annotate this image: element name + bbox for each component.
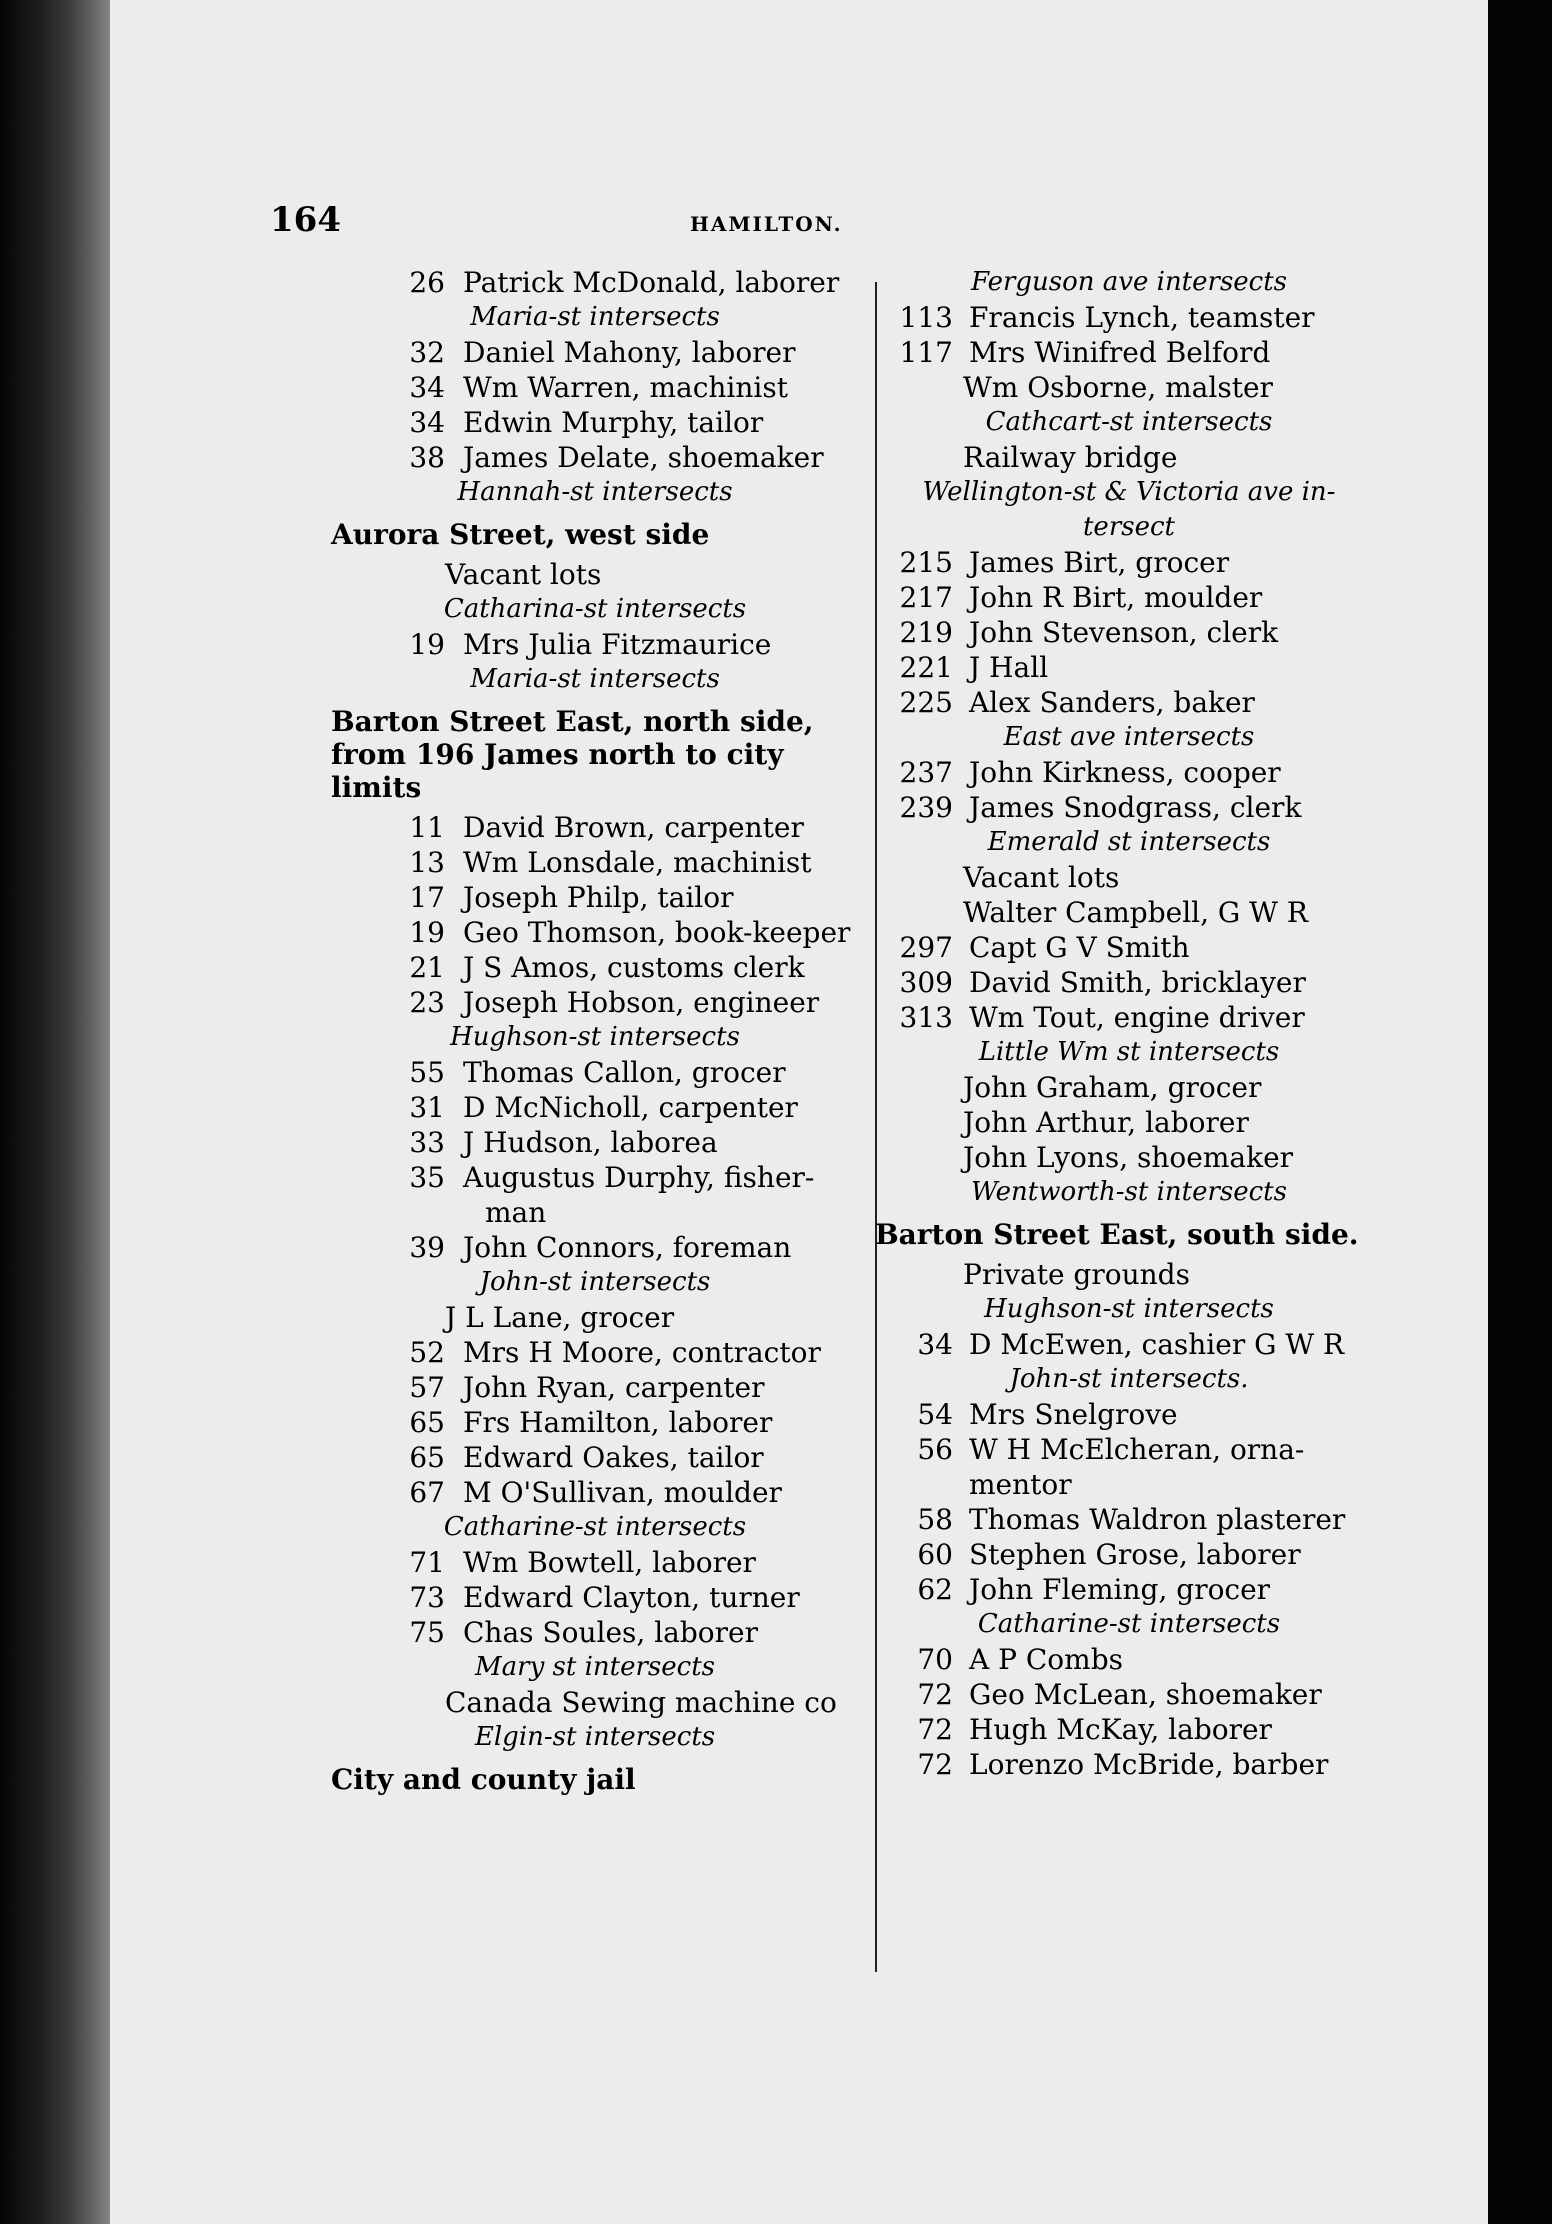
resident-name: Stephen Grose, laborer bbox=[969, 1538, 1301, 1571]
directory-entry bbox=[355, 440, 875, 475]
directory-entry bbox=[355, 845, 875, 880]
house-number: 70 bbox=[917, 1643, 953, 1676]
resident-name: James Delate, shoemaker bbox=[463, 441, 824, 474]
cross-street-heading: Catharine-st intersects bbox=[443, 1512, 747, 1542]
resident-name: Frs Hamilton, laborer bbox=[463, 1406, 773, 1439]
cross-street-heading: John-st intersects. bbox=[1009, 1364, 1249, 1394]
directory-entry bbox=[883, 1537, 1375, 1572]
resident-name: Mrs Julia Fitzmaurice bbox=[463, 628, 772, 661]
directory-entry bbox=[355, 1685, 875, 1720]
cross-street-heading: East ave intersects bbox=[1003, 722, 1255, 752]
resident-name: Wm Lonsdale, machinist bbox=[463, 846, 812, 879]
cross-street-heading: Mary st intersects bbox=[475, 1652, 715, 1682]
resident-name: Chas Soules, laborer bbox=[463, 1616, 758, 1649]
cross-street-heading: Cathcart-st intersects bbox=[985, 407, 1273, 437]
directory-entry bbox=[883, 650, 1375, 685]
house-number: 19 bbox=[409, 628, 445, 661]
directory-entry bbox=[883, 930, 1375, 965]
directory-entry bbox=[355, 1440, 875, 1475]
resident-name: Patrick McDonald, laborer bbox=[463, 266, 840, 299]
resident-name: Wm Osborne, malster bbox=[963, 371, 1273, 404]
resident-name: Edward Oakes, tailor bbox=[463, 1441, 764, 1474]
house-number: 237 bbox=[899, 756, 953, 789]
entry-continuation: man bbox=[485, 1196, 547, 1229]
cross-street-heading: John-st intersects bbox=[479, 1267, 711, 1297]
resident-name: John Graham, grocer bbox=[963, 1071, 1262, 1104]
directory-entry bbox=[355, 985, 875, 1020]
directory-entry bbox=[355, 915, 875, 950]
directory-entry bbox=[355, 1580, 875, 1615]
directory-entry bbox=[355, 1160, 875, 1195]
house-number: 60 bbox=[917, 1538, 953, 1571]
directory-entry bbox=[355, 627, 875, 662]
resident-name: Edwin Murphy, tailor bbox=[463, 406, 764, 439]
resident-name: J L Lane, grocer bbox=[445, 1301, 675, 1334]
page-number: 164 bbox=[270, 200, 341, 240]
directory-entry bbox=[355, 335, 875, 370]
cross-street-heading: Wentworth-st intersects bbox=[971, 1177, 1287, 1207]
cross-street-heading: Hannah-st intersects bbox=[457, 477, 733, 507]
house-number: 65 bbox=[409, 1441, 445, 1474]
entry-continuation: mentor bbox=[969, 1468, 1072, 1501]
cross-street-heading: tersect bbox=[1082, 512, 1175, 542]
resident-name: M O'Sullivan, moulder bbox=[463, 1476, 782, 1509]
directory-entry bbox=[883, 1747, 1375, 1782]
resident-name: John R Birt, moulder bbox=[969, 581, 1263, 614]
house-number: 56 bbox=[917, 1433, 953, 1466]
directory-entry bbox=[355, 1300, 875, 1335]
street-section-heading: Barton Street East, north side, from 196 James north to city limits bbox=[331, 705, 814, 804]
house-number: 34 bbox=[409, 371, 445, 404]
street-section-heading: Aurora Street, west side bbox=[331, 518, 710, 551]
resident-name: Wm Warren, machinist bbox=[463, 371, 788, 404]
resident-name: Joseph Hobson, engineer bbox=[463, 986, 820, 1019]
house-number: 54 bbox=[917, 1398, 953, 1431]
house-number: 34 bbox=[917, 1328, 953, 1361]
resident-name: Wm Bowtell, laborer bbox=[463, 1546, 756, 1579]
directory-entry bbox=[883, 790, 1375, 825]
resident-name: John Lyons, shoemaker bbox=[963, 1141, 1294, 1174]
directory-entry bbox=[355, 265, 875, 300]
directory-entry bbox=[355, 1405, 875, 1440]
right-column bbox=[875, 265, 1375, 1782]
cross-street-heading: Wellington-st & Victoria ave in- bbox=[922, 477, 1336, 507]
house-number: 11 bbox=[409, 811, 445, 844]
resident-name: Geo McLean, shoemaker bbox=[969, 1678, 1322, 1711]
resident-name: David Brown, carpenter bbox=[463, 811, 804, 844]
directory-entry bbox=[355, 1615, 875, 1650]
directory-entry bbox=[883, 300, 1375, 335]
cross-street-heading: Ferguson ave intersects bbox=[970, 267, 1288, 297]
directory-entry bbox=[355, 950, 875, 985]
directory-entry bbox=[883, 1000, 1375, 1035]
resident-name: John Fleming, grocer bbox=[969, 1573, 1271, 1606]
directory-entry bbox=[883, 1677, 1375, 1712]
resident-name: John Stevenson, clerk bbox=[969, 616, 1279, 649]
resident-name: Railway bridge bbox=[963, 441, 1178, 474]
directory-entry bbox=[883, 440, 1375, 475]
resident-name: Hugh McKay, laborer bbox=[969, 1713, 1272, 1746]
directory-entry bbox=[355, 370, 875, 405]
directory-entry bbox=[883, 895, 1375, 930]
house-number: 313 bbox=[899, 1001, 953, 1034]
directory-entry bbox=[883, 1432, 1375, 1467]
resident-name: Walter Campbell, G W R bbox=[963, 896, 1308, 929]
cross-street-heading: Maria-st intersects bbox=[470, 302, 720, 332]
directory-entry bbox=[883, 335, 1375, 370]
directory-entry bbox=[883, 545, 1375, 580]
directory-entry bbox=[355, 1335, 875, 1370]
directory-entry bbox=[355, 810, 875, 845]
directory-entry bbox=[355, 1230, 875, 1265]
resident-name: D McNicholl, carpenter bbox=[463, 1091, 798, 1124]
house-number: 34 bbox=[409, 406, 445, 439]
page-dark-edge bbox=[1488, 0, 1552, 2224]
resident-name: J Hall bbox=[969, 651, 1049, 684]
house-number: 31 bbox=[409, 1091, 445, 1124]
resident-name: Mrs H Moore, contractor bbox=[463, 1336, 821, 1369]
resident-name: Joseph Philp, tailor bbox=[463, 881, 734, 914]
house-number: 67 bbox=[409, 1476, 445, 1509]
resident-name: Private grounds bbox=[963, 1258, 1190, 1291]
resident-name: Canada Sewing machine co bbox=[445, 1686, 837, 1719]
cross-street-heading: Catharina-st intersects bbox=[443, 594, 747, 624]
house-number: 215 bbox=[899, 546, 953, 579]
resident-name: Mrs Winifred Belford bbox=[969, 336, 1271, 369]
directory-entry bbox=[883, 755, 1375, 790]
house-number: 32 bbox=[409, 336, 445, 369]
house-number: 71 bbox=[409, 1546, 445, 1579]
directory-entry bbox=[883, 1712, 1375, 1747]
resident-name: W H McElcheran, orna- bbox=[969, 1433, 1305, 1466]
resident-name: D McEwen, cashier G W R bbox=[969, 1328, 1345, 1361]
resident-name: Thomas Callon, grocer bbox=[463, 1056, 786, 1089]
directory-entry bbox=[355, 1475, 875, 1510]
left-column bbox=[331, 265, 875, 1802]
house-number: 17 bbox=[409, 881, 445, 914]
house-number: 73 bbox=[409, 1581, 445, 1614]
house-number: 221 bbox=[899, 651, 953, 684]
house-number: 113 bbox=[899, 301, 953, 334]
resident-name: A P Combs bbox=[969, 1643, 1123, 1676]
cross-street-heading: Little Wm st intersects bbox=[978, 1037, 1280, 1067]
house-number: 19 bbox=[409, 916, 445, 949]
directory-entry bbox=[355, 557, 875, 592]
house-number: 21 bbox=[409, 951, 445, 984]
house-number: 38 bbox=[409, 441, 445, 474]
resident-name: J Hudson, laborea bbox=[463, 1126, 718, 1159]
house-number: 23 bbox=[409, 986, 445, 1019]
directory-entry bbox=[883, 1572, 1375, 1607]
cross-street-heading: Hughson-st intersects bbox=[450, 1022, 740, 1052]
directory-entry bbox=[355, 405, 875, 440]
resident-name: Vacant lots bbox=[445, 558, 602, 591]
directory-entry bbox=[883, 1070, 1375, 1105]
house-number: 65 bbox=[409, 1406, 445, 1439]
running-head: HAMILTON. bbox=[690, 212, 843, 236]
resident-name: Thomas Waldron plasterer bbox=[969, 1503, 1346, 1536]
house-number: 297 bbox=[899, 931, 953, 964]
cross-street-heading: Maria-st intersects bbox=[470, 664, 720, 694]
house-number: 309 bbox=[899, 966, 953, 999]
directory-entry bbox=[883, 370, 1375, 405]
resident-name: Augustus Durphy, fisher- bbox=[463, 1161, 815, 1194]
resident-name: Wm Tout, engine driver bbox=[969, 1001, 1305, 1034]
resident-name: Francis Lynch, teamster bbox=[969, 301, 1315, 334]
resident-name: Daniel Mahony, laborer bbox=[463, 336, 796, 369]
directory-entry bbox=[883, 615, 1375, 650]
resident-name: Capt G V Smith bbox=[969, 931, 1190, 964]
house-number: 72 bbox=[917, 1713, 953, 1746]
street-section-heading: Barton Street East, south side. bbox=[875, 1218, 1359, 1251]
directory-entry bbox=[883, 965, 1375, 1000]
resident-name: Alex Sanders, baker bbox=[969, 686, 1255, 719]
house-number: 239 bbox=[899, 791, 953, 824]
directory-entry bbox=[883, 1642, 1375, 1677]
resident-name: John Connors, foreman bbox=[463, 1231, 792, 1264]
directory-entry bbox=[883, 1397, 1375, 1432]
cross-street-heading: Emerald st intersects bbox=[987, 827, 1271, 857]
house-number: 75 bbox=[409, 1616, 445, 1649]
house-number: 39 bbox=[409, 1231, 445, 1264]
directory-entry bbox=[355, 1090, 875, 1125]
house-number: 57 bbox=[409, 1371, 445, 1404]
house-number: 13 bbox=[409, 846, 445, 879]
cross-street-heading: Elgin-st intersects bbox=[474, 1722, 716, 1752]
directory-entry bbox=[355, 1055, 875, 1090]
resident-name: John Arthur, laborer bbox=[963, 1106, 1249, 1139]
house-number: 219 bbox=[899, 616, 953, 649]
house-number: 52 bbox=[409, 1336, 445, 1369]
house-number: 225 bbox=[899, 686, 953, 719]
directory-entry bbox=[883, 685, 1375, 720]
resident-name: John Kirkness, cooper bbox=[969, 756, 1281, 789]
resident-name: Vacant lots bbox=[963, 861, 1120, 894]
resident-name: John Ryan, carpenter bbox=[463, 1371, 765, 1404]
directory-entry bbox=[355, 1125, 875, 1160]
page-header bbox=[270, 200, 970, 250]
directory-entry bbox=[883, 1257, 1375, 1292]
house-number: 217 bbox=[899, 581, 953, 614]
house-number: 33 bbox=[409, 1126, 445, 1159]
directory-entry bbox=[355, 1370, 875, 1405]
resident-name: Geo Thomson, book-keeper bbox=[463, 916, 851, 949]
directory-entry bbox=[355, 1545, 875, 1580]
house-number: 35 bbox=[409, 1161, 445, 1194]
directory-entry bbox=[883, 1327, 1375, 1362]
house-number: 62 bbox=[917, 1573, 953, 1606]
directory-entry bbox=[883, 1105, 1375, 1140]
house-number: 117 bbox=[899, 336, 953, 369]
street-section-heading: City and county jail bbox=[331, 1763, 636, 1796]
directory-entry bbox=[883, 580, 1375, 615]
resident-name: J S Amos, customs clerk bbox=[463, 951, 805, 984]
resident-name: Edward Clayton, turner bbox=[463, 1581, 800, 1614]
directory-entry bbox=[883, 1502, 1375, 1537]
house-number: 58 bbox=[917, 1503, 953, 1536]
resident-name: James Birt, grocer bbox=[969, 546, 1230, 579]
directory-entry bbox=[883, 860, 1375, 895]
resident-name: James Snodgrass, clerk bbox=[969, 791, 1302, 824]
cross-street-heading: Hughson-st intersects bbox=[984, 1294, 1274, 1324]
resident-name: David Smith, bricklayer bbox=[969, 966, 1306, 999]
house-number: 26 bbox=[409, 266, 445, 299]
directory-entry bbox=[883, 1140, 1375, 1175]
resident-name: Mrs Snelgrove bbox=[969, 1398, 1178, 1431]
house-number: 72 bbox=[917, 1678, 953, 1711]
house-number: 72 bbox=[917, 1748, 953, 1781]
house-number: 55 bbox=[409, 1056, 445, 1089]
resident-name: Lorenzo McBride, barber bbox=[969, 1748, 1329, 1781]
directory-entry bbox=[355, 880, 875, 915]
cross-street-heading: Catharine-st intersects bbox=[977, 1609, 1281, 1639]
